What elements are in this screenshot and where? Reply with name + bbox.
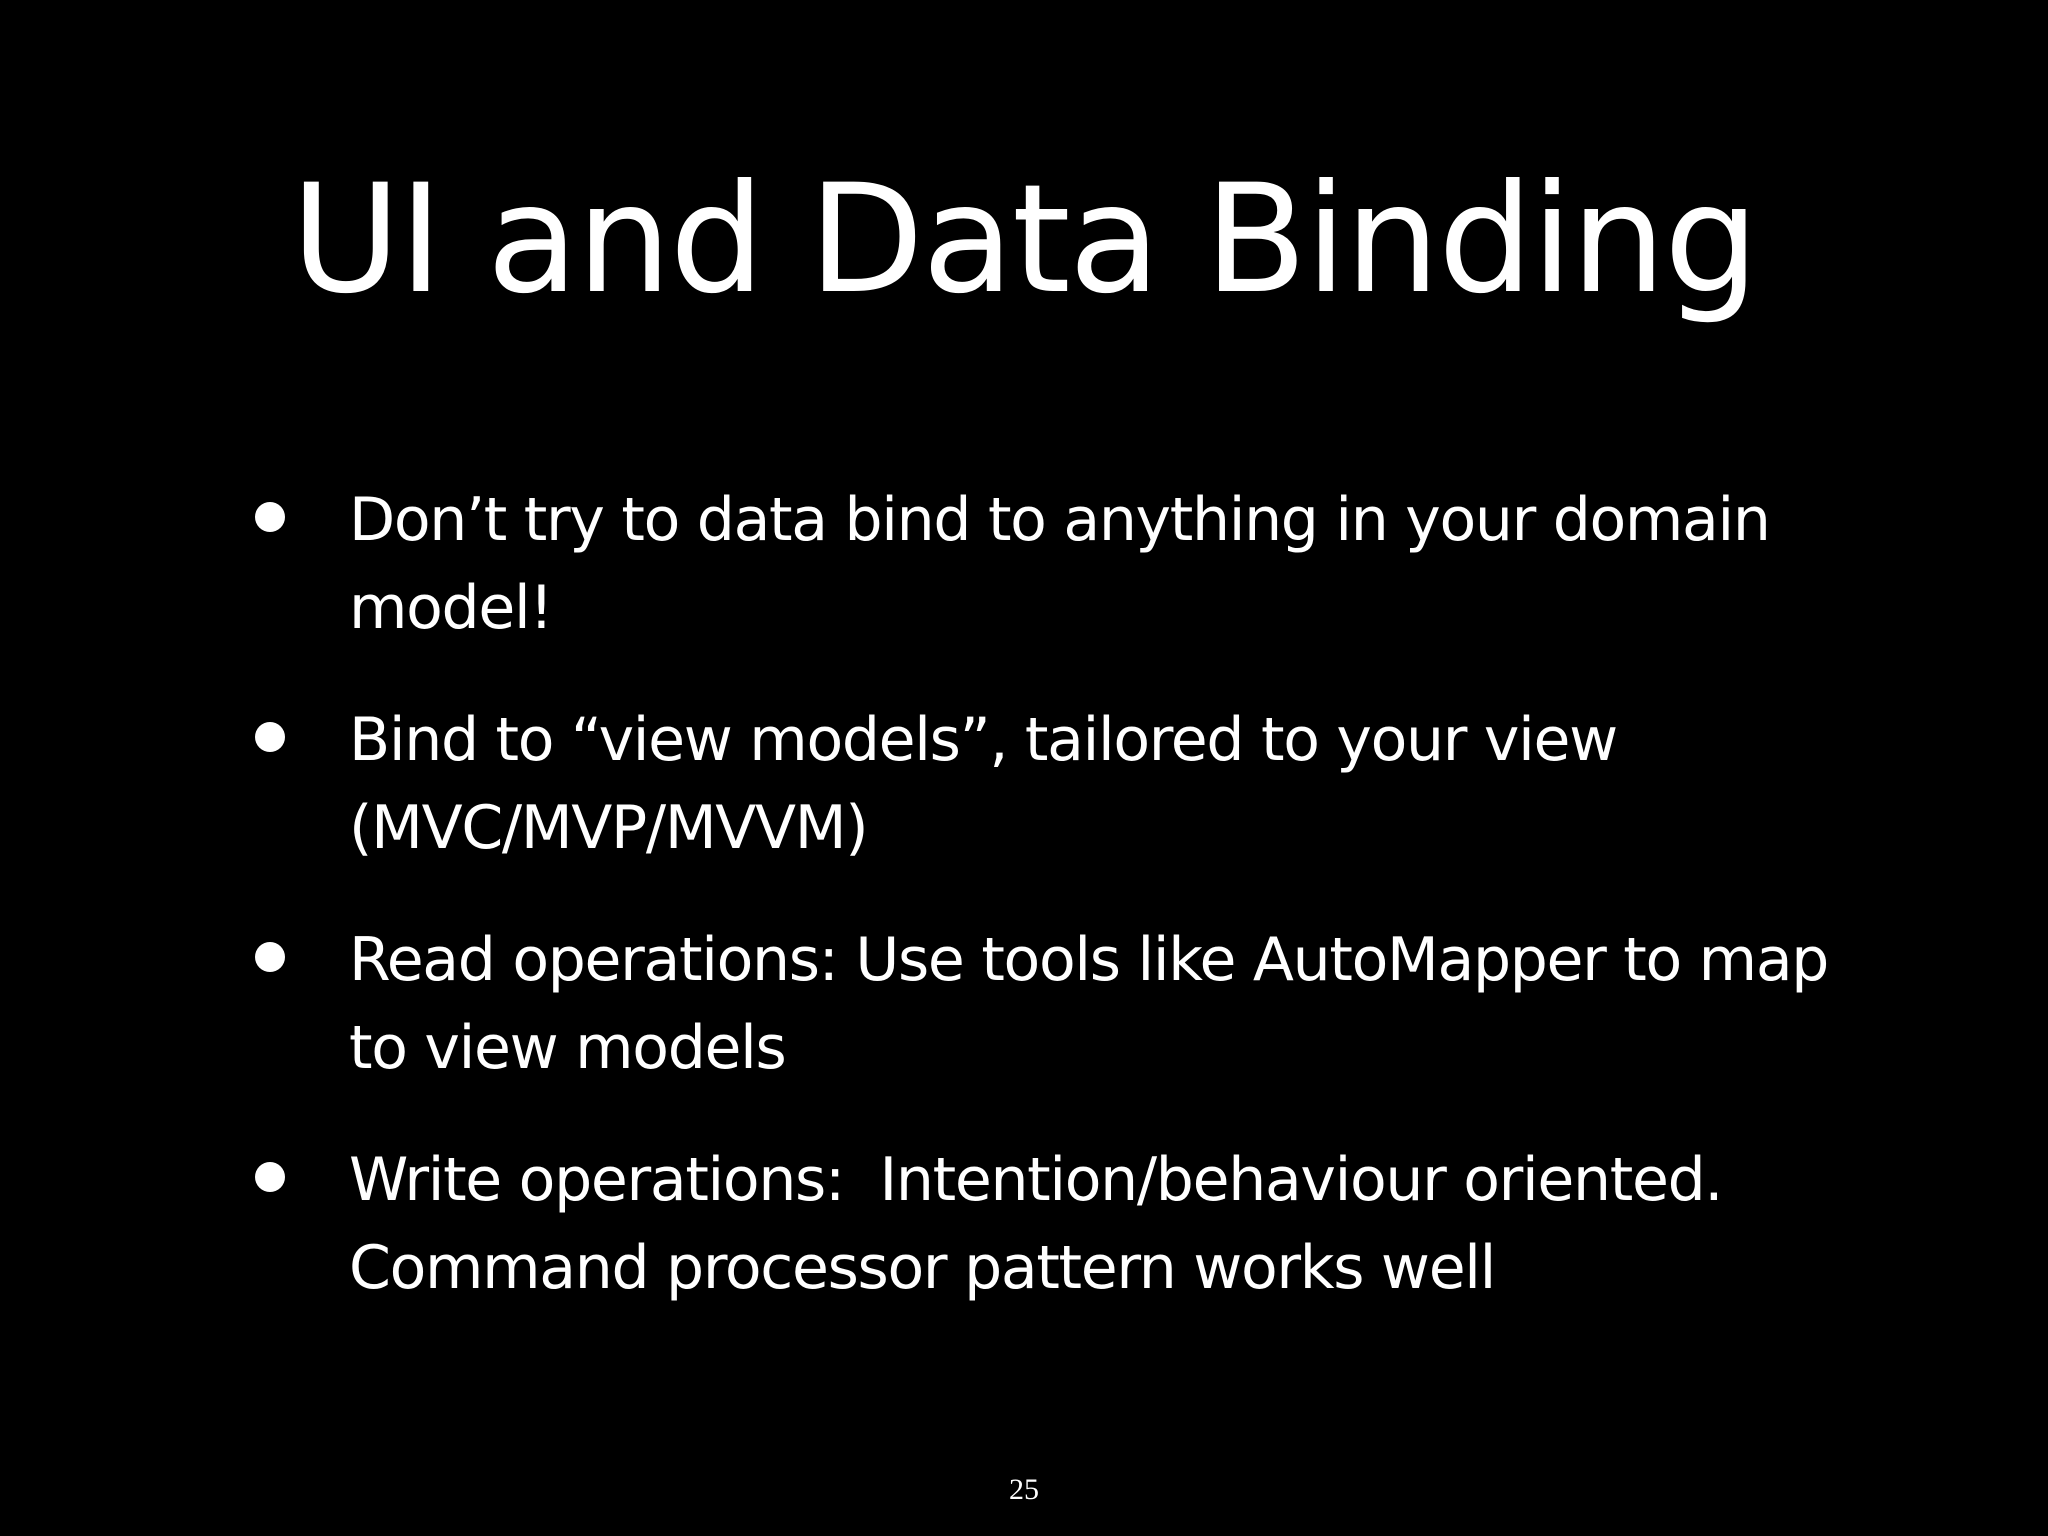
bullet-text: Bind to “view models”, tailored to your view (MVC/MVP/MVVM) (349, 705, 1635, 863)
bullet-dot-icon (255, 942, 285, 972)
bullet-dot-icon (255, 1162, 285, 1192)
bullet-text: Don’t try to data bind to anything in your domain model! (349, 485, 1788, 643)
page-number: 25 (1009, 1473, 1039, 1506)
bullet-text: Write operations: Intention/behaviour oriented. Command processor pattern works well (349, 1145, 1740, 1303)
bullet-dot-icon (255, 722, 285, 752)
bullet-text: Read operations: Use tools like AutoMapper to map to view models (349, 925, 1846, 1083)
slide-title: UI and Data Binding (290, 153, 1758, 327)
bullet-dot-icon (255, 502, 285, 532)
